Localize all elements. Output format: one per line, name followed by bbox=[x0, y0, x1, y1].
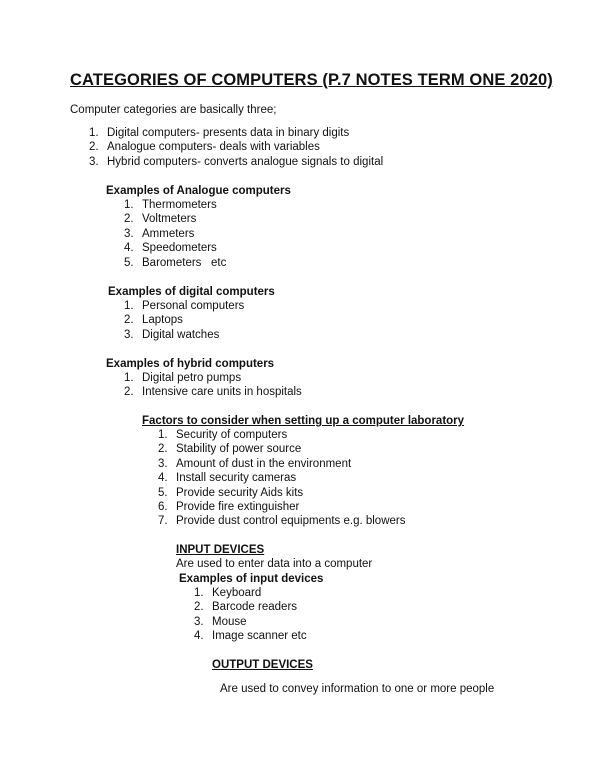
digital-heading: Examples of digital computers bbox=[108, 286, 275, 298]
document-page: CATEGORIES OF COMPUTERS (P.7 NOTES TERM ONE 2020) Computer categories are basically three; 1. Digital computers- presents data in binary digits 2. Analogue computers- deals with variables 3. Hybrid computers- converts analogue signals to digital Examples of Analogue computers 1. Thermometers 2. Voltmeters 3. Ammeters 4. Speedometers 5. Barometers etc Examples of digital computers 1. Personal computers 2. Laptops 3. Digital watches Examples of hybrid computers 1. Digital petro pumps 2. Intensive care units in hospitals Factors to consider when setting up a computer laboratory 1. Security of computers 2. Stability of power source 3. Amount of dust in the environment 4. Install security cameras 5. Provide security Aids kits 6. Provide fire extinguisher 7. Provide dust control equipments e.g. blowers INPUT DEVICES Are used to enter data into a computer Examples of input devices 1. Keyboard 2. Barcode readers 3. Mouse 4. Image scanner etc OUTPUT DEVICES Are used to convey information to one or more people bbox=[70, 71, 553, 695]
output-heading: OUTPUT DEVICES bbox=[212, 659, 313, 671]
intro-text: Computer categories are basically three; bbox=[70, 104, 277, 116]
input-subheading: Examples of input devices bbox=[179, 573, 324, 585]
hybrid-heading: Examples of hybrid computers bbox=[106, 358, 275, 370]
page-title: CATEGORIES OF COMPUTERS (P.7 NOTES TERM ONE 2020) bbox=[70, 71, 553, 89]
output-description: Are used to convey information to one or more people bbox=[220, 683, 495, 695]
input-heading: INPUT DEVICES bbox=[176, 544, 265, 556]
input-description: Are used to enter data into a computer bbox=[176, 558, 373, 570]
analogue-heading: Examples of Analogue computers bbox=[106, 185, 291, 197]
lab-heading: Factors to consider when setting up a computer laboratory bbox=[142, 415, 465, 427]
